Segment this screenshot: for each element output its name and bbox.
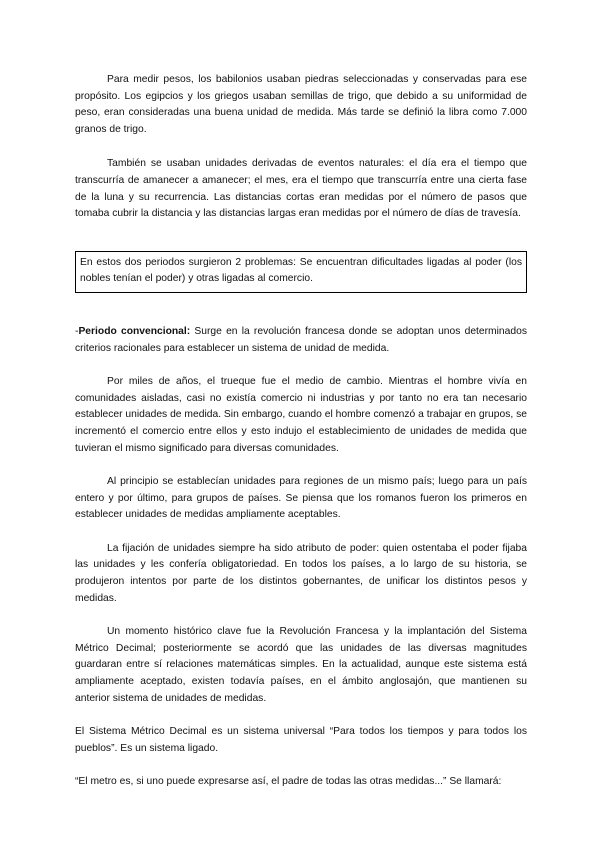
periodo-convencional-text: Surge en la revolución francesa donde se adoptan unos determinados criterios racionales para establecer un sistema de unidad de medida.	[75, 325, 527, 354]
paragraph-unidades-naturales: También se usaban unidades derivadas de eventos naturales: el día era el tiempo que transcurría de amanecer a amanecer; el mes, era el tiempo que transcurría entre una cierta fase de la luna y su recurrencia. Las distancias cortas eran medidas por el número de pasos que tomaba cubrir la distancia y las distancias largas eran medidas por el número de días de travesía.	[75, 158, 527, 220]
dash-prefix: -	[75, 325, 79, 337]
paragraph-sistema-metrico: El Sistema Métrico Decimal es un sistema universal “Para todos los tiempos y para todos los pueblos”. Es un sistema ligado.	[75, 726, 527, 754]
paragraph-babilonios: Para medir pesos, los babilonios usaban piedras seleccionadas y conservadas para ese propósito. Los egipcios y los griegos usaban semillas de trigo, que debido a su uniformidad de peso, eran consideradas una buena unidad de medida. Más tarde se definió la libra como 7.000 granos de trigo.	[75, 74, 527, 135]
paragraph-regiones: Al principio se establecían unidades para regiones de un mismo país; luego para un país entero y por último, para grupos de países. Se piensa que los romanos fueron los primeros en establecer unidades de medidas ampliamente aceptables.	[75, 476, 527, 521]
paragraph-trueque: Por miles de años, el trueque fue el medio de cambio. Mientras el hombre vivía en comunidades aisladas, casi no existía comercio ni industrias y por tanto no era tan necesario establecer unidades de medida. Sin embargo, cuando el hombre comenzó a trabajar en grupos, se incrementó el comercio entre ellos y esto indujo el establecimiento de unidades de medida que tuvieran el mismo significado para diversas comunidades.	[75, 376, 527, 454]
paragraph-revolucion-francesa: Un momento histórico clave fue la Revolución Francesa y la implantación del Sistema Métrico Decimal; posteriormente se acordó que las unidades de las diversas magnitudes guardaran entre sí relaciones matemáticas simples. En la actualidad, aunque este sistema está ampliamente aceptado, existen todavía países, en el ámbito anglosajón, que mantienen su anterior sistema de unidades de medidas.	[75, 626, 527, 704]
paragraph-fijacion-unidades: La fijación de unidades siempre ha sido atributo de poder: quien ostentaba el poder fijaba las unidades y les confería obligatoriedad. En todos los países, a lo largo de su historia, se produjeron intentos por parte de los distintos gobernantes, de unificar los distintos pesos y medidas.	[75, 542, 527, 604]
document-page	[75, 72, 527, 791]
boxed-note: En estos dos periodos surgieron 2 problemas: Se encuentran dificultades ligadas al poder (los nobles tenían el poder) y otras ligadas al comercio.	[75, 251, 527, 293]
periodo-convencional-heading: Periodo convencional:	[78, 325, 191, 337]
paragraph-periodo-convencional	[75, 324, 527, 357]
paragraph-metro-quote: “El metro es, si uno puede expresarse así, el padre de todas las otras medidas...” Se llamará:	[75, 776, 502, 788]
